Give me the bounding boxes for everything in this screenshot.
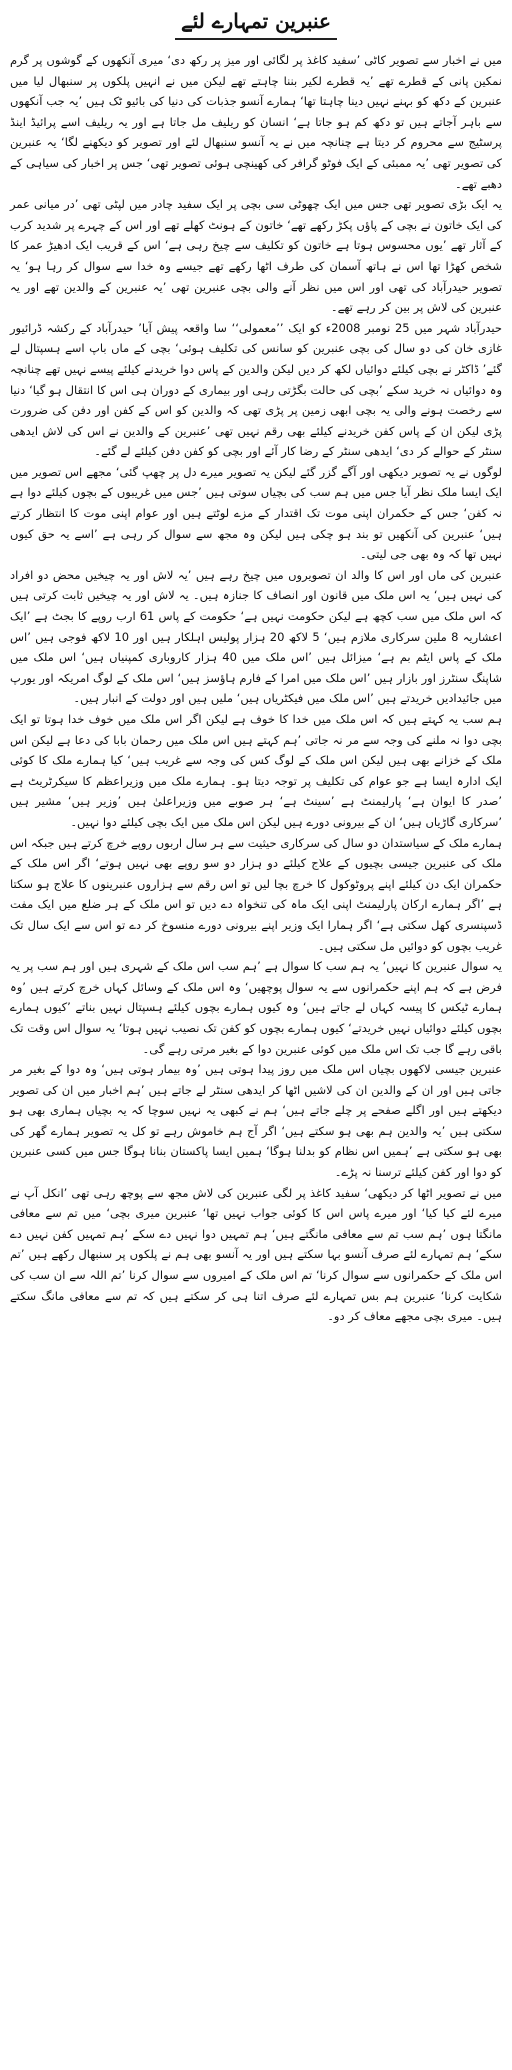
article-paragraph: ہم سب یہ کہتے ہیں کہ اس ملک میں خدا کا خوف ہے لیکن اگر اس ملک میں خوف خدا ہوتا تو ایک بچی دوا نہ ملنے کی وجہ سے مر نہ جاتی ’ہم کہتے ہیں اس ملک میں رحمان بابا کی دعا ہے لیکن اس ملک کے خزانے بھی ہیں لیکن اس ملک کے لوگ کس کی وجہ سے غریب ہیں‘ کیا ہمارے ملک کا کوئی ایک ادارہ ایسا ہے جو عوام کی تکلیف پر توجہ دیتا ہو۔ ہمارے ملک میں وزیراعظم کا سیکرٹریٹ ہے ’صدر کا ایوان ہے‘ پارلیمنٹ ہے ’سینٹ ہے‘ ہر صوبے میں وزیراعلیٰ ہیں ’وزیر ہیں‘ مشیر ہیں ’سرکاری گاڑیاں ہیں‘ ان کے بیرونی دورے ہیں لیکن اس ملک میں ایک بچی کیلئے دوا نہیں۔ (10, 712, 502, 829)
article-paragraph: میں نے اخبار سے تصویر کاٹی ’سفید کاغذ پر لگائی اور میز پر رکھ دی‘ میری آنکھوں کے گوشوں پر گرم نمکین پانی کے قطرے تھے ’یہ قطرے لکیر بننا چاہتے تھے لیکن میں نے انہیں پلکوں پر سنبھال لیا میں عنبرین کے دکھ کو بہنے نہیں دینا چاہتا تھا‘ ہمارے آنسو جذبات کی دنیا کی بائیو ٹک ہیں ’یہ جب آنکھوں سے باہر آجاتے ہیں تو دکھ کم ہو جاتا ہے‘ انسان کو ریلیف مل جاتا ہے اور یہ ریلیف اسے پرائیڈ اینڈ پرسٹیج سے محروم کر دیتا ہے چنانچہ میں نے یہ آنسو سنبھال لئے اور تصویر کو دیکھنے لگا‘ یہ عنبرین کی تصویر تھی ’یہ ممبئی کے ایک فوٹو گرافر کی کھینچی ہوئی تصویر تھی‘ جس پر اخبار کی سیاہی کے دھبے تھے۔ (10, 53, 502, 191)
article-paragraph: یہ ایک بڑی تصویر تھی جس میں ایک چھوٹی سی بچی پر ایک سفید چادر میں لپٹی تھی ’در میانی عمر کی ایک خاتون نے بچی کے پاؤں پکڑ رکھے تھے‘ خاتون کے ہونٹ کھلے تھے اور اس کے چہرے پر شدید کرب کے آثار تھے ’یوں محسوس ہوتا ہے خاتون کو تکلیف سے چیخ رہی ہے‘ اس کے قریب ایک ادھیڑ عمر کا شخص کھڑا تھا اس نے ہاتھ آسمان کی طرف اٹھا رکھے تھے جیسے وہ خدا سے سوال کر رہا ہو‘ یہ تصویر حیدرآباد کی تھی اور اس میں نظر آنے والی بچی عنبرین تھی ’یہ عنبرین کے والدین تھے اور یہ عنبرین کی لاش پر بین کر رہے تھے۔ (10, 197, 502, 315)
article-paragraph: عنبرین جیسی لاکھوں بچیاں اس ملک میں روز پیدا ہوتی ہیں ’وہ بیمار ہوتی ہیں‘ وہ دوا کے بغیر مر جاتی ہیں اور ان کے والدین ان کی لاشیں اٹھا کر ایدھی سنٹر لے جاتے ہیں ’ہم اخبار میں ان کی تصویر دیکھتے ہیں اور اگلے صفحے پر چلے جاتے ہیں‘ ہم نے کبھی یہ نہیں سوچا کہ یہ بچیاں ہماری بھی ہو سکتی ہیں ’یہ والدین ہم بھی ہو سکتے ہیں‘ اگر آج ہم خاموش رہے تو کل یہ تصویر ہمارے گھر کی بھی ہو سکتی ہے ’ہمیں اس نظام کو بدلنا ہوگا‘ ہمیں ایسا پاکستان بنانا ہوگا جس میں کسی عنبرین کو دوا اور کفن کیلئے ترسنا نہ پڑے۔ (10, 1062, 502, 1180)
article-paragraph: حیدرآباد شہر میں 25 نومبر 2008ء کو ایک ’’معمولی‘‘ سا واقعہ پیش آیا’ حیدرآباد کے رکشہ ڈرائیور غازی خان کی دو سال کی بچی عنبرین کو سانس کی تکلیف ہوئی‘ بچی کے ماں باپ اسے ہسپتال لے گئے’ ڈاکٹر نے بچی کیلئے دوائیاں لکھ کر دیں لیکن والدین کے پاس دوا خریدنے کیلئے پیسے نہیں تھے چنانچہ وہ دوائیاں نہ خرید سکے ’بچی کی حالت بگڑتی رہی اور بیماری کے دوران ہی اس کا انتقال ہو گیا‘ دنیا سے رخصت ہونے والی یہ بچی ابھی زمین پر پڑی تھی کہ والدین کو اس کے کفن اور دفن کی ضرورت پڑی لیکن ان کے پاس کفن خریدنے کیلئے بھی رقم نہیں تھی ’عنبرین کے والدین نے اس کی لاش ایدھی سنٹر کے حوالے کر دی‘ ایدھی سنٹر کے رضا کار آئے اور بچی کو کفن دفن کیلئے لے گئے۔ (10, 320, 502, 459)
article-title: عنبرین تمہارے لئے (175, 6, 337, 40)
article-paragraph: ہمارے ملک کے سیاستدان دو سال کی سرکاری حیثیت سے ہر سال اربوں روپے خرچ کرتے ہیں جبکہ اس ملک کی عنبرین جیسی بچیوں کے علاج کیلئے دو ہزار دو سو روپے بھی نہیں ہوتے‘ اگر اس ملک کے حکمران ایک دن کیلئے اپنے پروٹوکول کا خرچ بچا لیں تو اس رقم سے ہزاروں عنبرینوں کا علاج ہو سکتا ہے ’اگر ہمارے ارکان پارلیمنٹ اپنی ایک ماہ کی تنخواہ دے دیں تو اس ملک کے ہر ضلع میں ایک مفت ڈسپنسری کھل سکتی ہے‘ اگر ہمارا ایک وزیر اپنے بیرونی دورے منسوخ کر دے تو اس سے ایک سال تک غریب بچوں کو دوائیں مل سکتی ہیں۔ (10, 835, 502, 953)
article-paragraph: میں نے تصویر اٹھا کر دیکھی‘ سفید کاغذ پر لگی عنبرین کی لاش مجھ سے پوچھ رہی تھی ’انکل آپ نے میرے لئے کیا کیا‘ اور میرے پاس اس کا کوئی جواب نہیں تھا‘ عنبرین میری بچی‘ میں تم سے معافی مانگتا ہوں ’ہم سب تم سے معافی مانگتے ہیں‘ ہم تمہیں دوا نہیں دے سکے ’ہم تمہیں کفن نہیں دے سکے‘ ہم تمہارے لئے صرف آنسو بہا سکتے ہیں اور یہ آنسو بھی ہم نے پلکوں پر سنبھال رکھے ہیں ’تم اس ملک کے حکمرانوں سے سوال کرنا‘ تم اس ملک کے امیروں سے سوال کرنا ’تم اللہ سے ان سب کی شکایت کرنا‘ عنبرین ہم بس تمہارے لئے صرف اتنا ہی کر سکتے ہیں کہ تم سے معافی مانگ سکتے ہیں۔ میری بچی مجھے معاف کر دو۔ (10, 1185, 502, 1324)
article-body (10, 50, 502, 1327)
article-paragraph: عنبرین کی ماں اور اس کا والد ان تصویروں میں چیخ رہے ہیں ’یہ لاش اور یہ چیخیں محض دو افراد کی نہیں ہیں‘ یہ اس ملک میں قانون اور انصاف کا جنازہ ہیں۔ یہ لاش اور یہ چیخیں ثابت کرتی ہیں کہ اس ملک میں سب کچھ ہے لیکن حکومت نہیں ہے‘ حکومت کے پاس 61 ارب روپے کا بجٹ ہے ’ایک اعشاریہ 8 ملین سرکاری ملازم ہیں‘ 5 لاکھ 20 ہزار پولیس اہلکار ہیں اور 10 لاکھ فوجی ہیں ’اس ملک کے پاس ایٹم بم ہے‘ میزائل ہیں ’اس ملک میں 40 ہزار کاروباری کمپنیاں ہیں‘ اس ملک میں شاپنگ سنٹرز اور بازار ہیں ’اس ملک میں امرا کے فارم ہاؤسز ہیں‘ اس ملک کے لوگ امریکہ اور یورپ میں جائیدادیں خریدتے ہیں ’اس ملک میں فیکٹریاں ہیں‘ ملیں ہیں اور دولت کے انبار ہیں۔ (10, 567, 503, 706)
headline-wrap (10, 6, 502, 50)
article-paragraph: لوگوں نے یہ تصویر دیکھی اور آگے گزر گئے لیکن یہ تصویر میرے دل پر چھپ گئی‘ مجھے اس تصویر میں ایک ایسا ملک نظر آیا جس میں ہم سب کی بچیاں سوتی ہیں ’جس میں غریبوں کے بچوں کیلئے دوا ہے نہ کفن‘ جس کے حکمران اپنی موت تک اقتدار کے مزے لوٹتے ہیں اور عوام اپنی موت کا انتظار کرتے ہیں‘ عنبرین کی آنکھیں تو بند ہو چکی ہیں لیکن وہ مجھ سے سوال کر رہی ہے ’اسے یہ حق کیوں نہیں تھا کہ وہ بھی جی لیتی۔ (10, 464, 502, 562)
article-paragraph: یہ سوال عنبرین کا نہیں‘ یہ ہم سب کا سوال ہے ’ہم سب اس ملک کے شہری ہیں اور ہم سب پر یہ فرض ہے کہ ہم اپنے حکمرانوں سے یہ سوال پوچھیں‘ وہ اس ملک کے وسائل کہاں خرچ کرتے ہیں ’وہ ہمارے ٹیکس کا پیسہ کہاں لے جاتے ہیں‘ وہ کیوں ہمارے بچوں کیلئے ہسپتال نہیں بناتے ’کیوں ہمارے بچوں کیلئے دوائیاں نہیں خریدتے‘ کیوں ہمارے بچوں کو کفن تک نصیب نہیں ہوتا‘ یہ سوال اس وقت تک باقی رہے گا جب تک اس ملک میں کوئی عنبرین دوا کے بغیر مرتی رہے گی۔ (10, 959, 502, 1056)
